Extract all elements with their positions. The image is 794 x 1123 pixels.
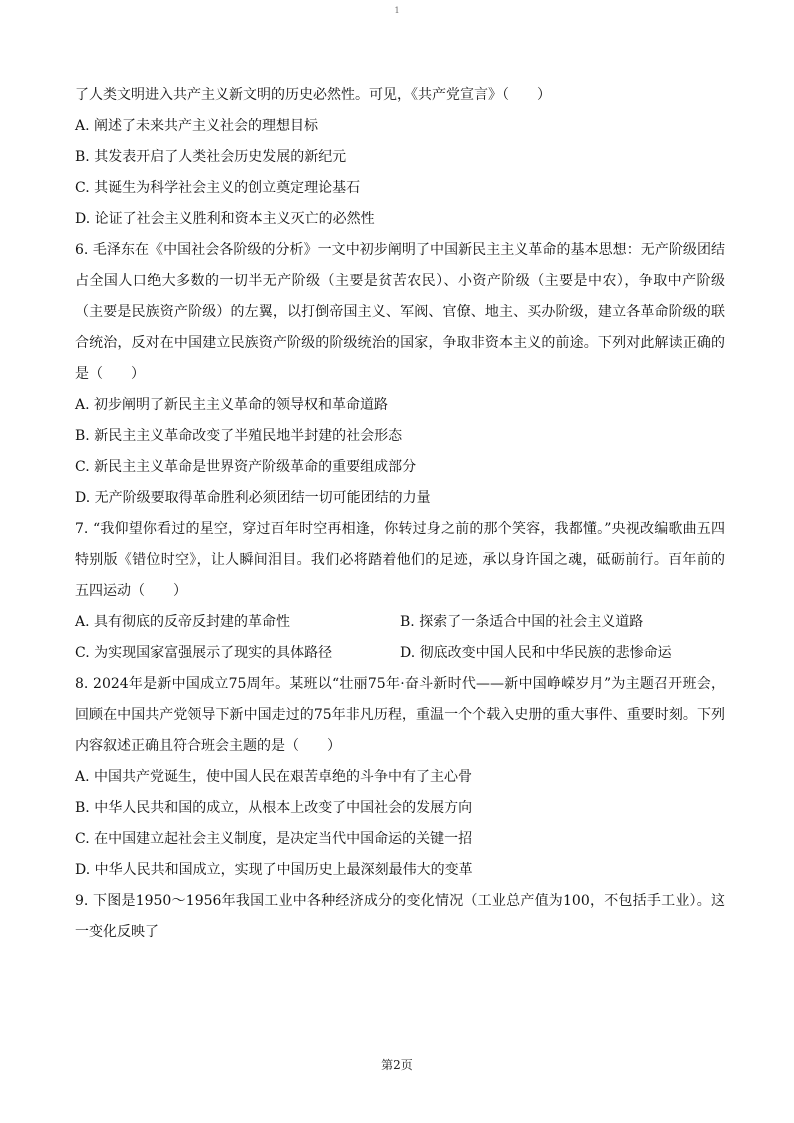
q7-stem: 7. “我仰望你看过的星空，穿过百年时空再相逢，你转过身之前的那个笑容，我都懂。”央视改编歌曲五四特别版《错位时空》，让人瞬间泪目。我们必将踏着他们的足迹，承以身许国之魂，砥砺前行。百年前的五四运动（ ） (75, 521, 725, 599)
q7-options-row-2 (75, 638, 725, 669)
q7-options-row-1 (75, 607, 725, 638)
q7-option-d: D. 彻底改变中国人民和中华民族的悲惨命运 (400, 645, 672, 661)
q8-option-b: B. 中华人民共和国的成立，从根本上改变了中国社会的发展方向 (75, 800, 473, 816)
q8-option-a: A. 中国共产党诞生，使中国人民在艰苦卓绝的斗争中有了主心骨 (75, 769, 473, 785)
q8-option-d: D. 中华人民共和国成立，实现了中国历史上最深刻最伟大的变革 (75, 862, 473, 878)
q7-option-a: A. 具有彻底的反帝反封建的革命性 (75, 614, 291, 630)
q5-option-a: A. 阐述了未来共产主义社会的理想目标 (75, 118, 319, 134)
q5-stem-continuation: 了人类文明进入共产主义新文明的历史必然性。可见，《共产党宣言》（ ） (75, 87, 551, 103)
q6-option-a: A. 初步阐明了新民主主义革命的领导权和革命道路 (75, 397, 389, 413)
q8-stem: 8. 2024年是新中国成立75周年。某班以“壮丽75年·奋斗新时代——新中国峥嵘岁月”为主题召开班会，回顾在中国共产党领导下新中国走过的75年非凡历程，重温一个个载入史册的重大事件、重要时刻。下列内容叙述正确且符合班会主题的是（ ） (75, 676, 725, 754)
q5-option-b: B. 其发表开启了人类社会历史发展的新纪元 (75, 149, 347, 165)
page-number: 第2页 (381, 1058, 413, 1072)
q6-option-c: C. 新民主主义革命是世界资产阶级革命的重要组成部分 (75, 459, 417, 475)
question-content (75, 80, 725, 948)
q5-option-c: C. 其诞生为科学社会主义的创立奠定理论基石 (75, 180, 361, 196)
q6-option-b: B. 新民主主义革命改变了半殖民地半封建的社会形态 (75, 428, 403, 444)
q6-stem: 6. 毛泽东在《中国社会各阶级的分析》一文中初步阐明了中国新民主主义革命的基本思想：无产阶级团结占全国人口绝大多数的一切半无产阶级（主要是贫苦农民）、小资产阶级（主要是中农），争取中产阶级（主要是民族资产阶级）的左翼，以打倒帝国主义、军阀、官僚、地主、买办阶级，建立各革命阶级的联合统治，反对在中国建立民族资产阶级的阶级统治的国家，争取非资本主义的前途。下列对此解读正确的是（ ） (75, 242, 725, 382)
q6-option-d: D. 无产阶级要取得革命胜利必须团结一切可能团结的力量 (75, 490, 431, 506)
q7-option-c: C. 为实现国家富强展示了现实的具体路径 (75, 645, 333, 661)
q8-option-c: C. 在中国建立起社会主义制度，是决定当代中国命运的关键一招 (75, 831, 473, 847)
q9-stem: 9. 下图是1950～1956年我国工业中各种经济成分的变化情况（工业总产值为100，不包括手工业）。这一变化反映了 (75, 893, 725, 940)
q5-option-d: D. 论证了社会主义胜利和资本主义灭亡的必然性 (75, 211, 375, 227)
page-top-mark: 1 (394, 6, 400, 15)
q7-option-b: B. 探索了一条适合中国的社会主义道路 (400, 614, 644, 630)
